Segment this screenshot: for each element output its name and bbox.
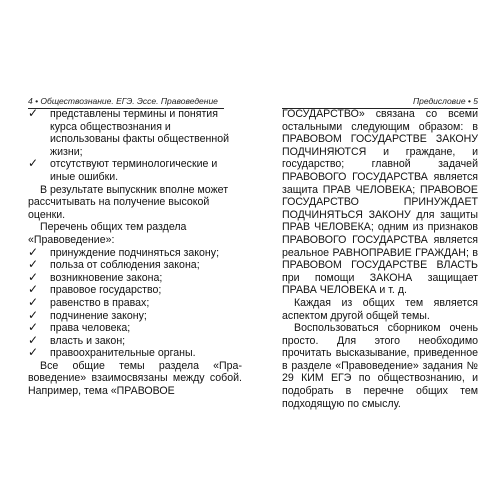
check-icon: ✓: [28, 332, 39, 347]
list-item: ✓ равенство в правах;: [28, 294, 150, 309]
closing-paragraph: Все общие темы раздела «Правоведение» взаимосвязаны между собой. Например, тема «ПРАВОВОЕ: [28, 359, 242, 398]
list-item: ✓ возникновение закона;: [28, 269, 163, 284]
check-icon: ✓: [28, 106, 39, 120]
paragraph-3: Воспользоваться сборником очень просто. Для этого необходимо прочитать высказывание, приведенное в разделе «Правоведение» задания № 29 КИМ ЕГЭ по обществознанию, и подобрать в перечне общих тем подходящую по смыслу.: [282, 322, 478, 410]
list-item: ✓ представлены термины и понятия курса обществознания и использованы факты общественной жизни;: [28, 106, 230, 158]
list-item: ✓ правоохранительные органы.: [28, 345, 196, 360]
check-icon: ✓: [28, 307, 39, 322]
check-icon: ✓: [28, 282, 39, 297]
paragraph-1: ГОСУДАРСТВО» связана со всеми остальными следующим образом: в ПРАВОВОМ ГОСУДАРСТВЕ ЗАКОНУ ПОДЧИНЯЮТСЯ и граждане, и государство; главной задачей ПРАВОВОГО ГОСУДАРСТВА является защита ПРАВ ЧЕЛОВЕКА; ПРАВОВОЕ ГОСУДАРСТВО ПРИНУЖДАЕТ ПОДЧИНЯТЬСЯ ЗАКОНУ для защиты ПРАВ ЧЕЛОВЕКА; одним из признаков ПРАВОВОГО ГОСУДАРСТВА является реальное РАВНОПРАВИЕ ГРАЖДАН; в ПРАВОВОМ ГОСУДАРСТВЕ ВЛАСТЬ при помощи ЗАКОНА защищает ПРАВА ЧЕЛОВЕКА и т. д.: [282, 108, 478, 297]
right-page: [250, 0, 500, 500]
list-item: ✓ польза от соблюдения закона;: [28, 257, 200, 272]
check-icon: ✓: [28, 320, 39, 335]
topics-list: [28, 244, 242, 360]
paragraph-2: Каждая из общих тем является аспектом другой общей темы.: [282, 296, 478, 322]
check-icon: ✓: [28, 269, 39, 284]
list-item: ✓ подчинение закону;: [28, 307, 147, 322]
left-page-text: [28, 108, 242, 398]
intro-list: [28, 108, 242, 184]
left-running-head: 4 • Обществознание. ЕГЭ. Эссе. Правоведение: [28, 96, 224, 109]
list-item: ✓ права человека;: [28, 320, 131, 335]
list-item: ✓ правовое государство;: [28, 282, 162, 297]
check-icon: ✓: [28, 244, 39, 259]
check-icon: ✓: [28, 257, 39, 272]
result-paragraph: В результате выпускник вполне может рассчитывать на получение высокой оценки.: [28, 183, 229, 221]
list-item: ✓ принуждение подчиняться закону;: [28, 244, 220, 259]
check-icon: ✓: [28, 294, 39, 309]
list-item: ✓ отсутствуют терминологические и иные ошибки.: [28, 156, 218, 183]
check-icon: ✓: [28, 345, 39, 360]
right-page-text: [282, 108, 478, 410]
list-item: ✓ власть и закон;: [28, 332, 126, 347]
right-running-head: Предисловие • 5: [282, 96, 478, 109]
topics-intro: Перечень общих тем раздела «Правоведение»:: [28, 221, 187, 246]
check-icon: ✓: [28, 156, 39, 171]
